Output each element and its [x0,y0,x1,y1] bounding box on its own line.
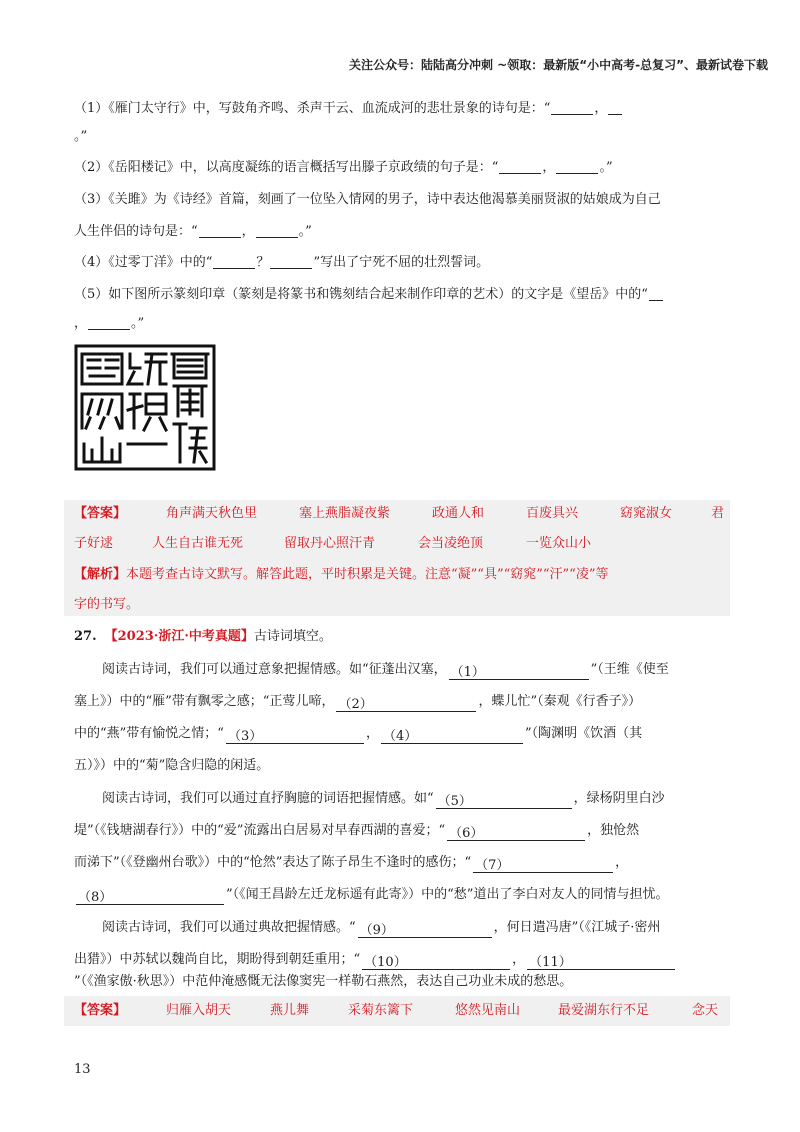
page-number: 13 [74,1062,91,1077]
blank[interactable] [270,254,312,269]
analysis-text: 字的书写。 [74,597,140,612]
answer-tag: 【答案】 [74,1003,127,1018]
blank[interactable] [556,159,598,174]
answer-item: 人生自古谁无死 [152,536,244,551]
answer-item: 采菊东篱下 [348,1003,414,1018]
q27-p1-line2: 塞上》）中的“雁”带有飘零之感；“正莺儿啼， （2） ，蝶儿忙”（秦观《行香子》） [74,694,642,712]
q26-line-4: （4）《过零丁洋》中的“ ？ ”写出了宁死不屈的壮烈誓词。 [74,255,490,270]
q27-p1-line3: 中的“燕”带有愉悦之情；“ （3） ， （4） ”（陶渊明《饮酒（其 [74,726,643,744]
blank[interactable] [649,286,663,301]
blank[interactable] [499,159,541,174]
question-source: 【2023·浙江·中考真题】 [104,629,254,644]
q27-p1-line1: 阅读古诗词，我们可以通过意象把握情感。如“征蓬出汉塞， （1） ”（王维《使至 [102,662,669,680]
analysis-text: 本题考查古诗文默写。解答此题，平时积累是关键。注意“凝”“具”“窈窕”“汗”“凌”等 [126,567,609,582]
fill-blank-5[interactable]: （5） [436,792,572,809]
q27-p2-line4: （8） ”（《闻王昌龄左迁龙标遥有此寄》）中的“愁”道出了李白对友人的同情与担忧。 [78,887,669,905]
fill-blank-10[interactable]: （10） [362,953,510,970]
fill-blank-8[interactable]: （8） [76,888,224,905]
blank[interactable] [199,223,241,238]
fill-blank-9[interactable]: （9） [358,921,492,938]
q26-line-3: （3）《关雎》为《诗经》首篇，刻画了一位坠入情网的男子，诗中表达他渴慕美丽贤淑的姑娘成为自己 [74,192,661,207]
q27-p2-line2: 堤”（《钱塘湖春行》）中的“爱”流露出白居易对早春西湖的喜爱；“ （6） ，独怆然 [74,823,640,841]
answer-item: 留取丹心照汗青 [284,536,376,551]
blank[interactable] [88,315,130,330]
answer-item: 归雁入胡天 [166,1003,232,1018]
q26-line-1-end: 。” [74,129,88,144]
fill-blank-7[interactable]: （7） [473,856,613,873]
answer-item: 会当凌绝顶 [418,536,484,551]
answer-item: 政通人和 [432,506,485,521]
answer-tag: 【答案】 [74,506,127,521]
blank[interactable] [213,254,255,269]
q27-p3-line3: ”（《渔家傲·秋思》）中范仲淹感慨无法像窦宪一样勒石燕然，表达自己功业未成的愁思。 [74,974,573,989]
question-number: 27. [74,629,97,644]
fill-blank-2[interactable]: （2） [336,695,476,712]
fill-blank-6[interactable]: （6） [447,824,585,841]
answer-item: 最爱湖东行不足 [558,1003,650,1018]
blank[interactable] [551,100,593,115]
answer-item: 悠然见南山 [455,1003,521,1018]
q27-p1-line4: 五）》）中的“菊”隐含归隐的闲适。 [74,758,270,773]
blank[interactable] [608,100,622,115]
question-instruction: 古诗词填空。 [253,629,332,644]
q26-line-2: （2）《岳阳楼记》中，以高度凝练的语言概括写出滕子京政绩的句子是：“ ， 。” [74,160,613,175]
q26-line-5b: ， 。” [74,316,145,331]
q27-p3-line2: 出猎》）中苏轼以魏尚自比，期盼得到朝廷重用；“ （10） ， （11） [74,950,677,970]
q26-line-5: （5）如下图所示篆刻印章（篆刻是将篆书和镌刻结合起来制作印章的艺术）的文字是《望岳》中的“ [74,285,664,305]
q27-title [74,627,332,647]
fill-blank-3[interactable]: （3） [226,727,364,744]
answer-item: 塞上燕脂凝夜紫 [299,506,391,521]
answer-item: 百废具兴 [526,506,579,521]
answer-item: 一览众山小 [526,536,592,551]
q27-p3-line1: 阅读古诗词，我们可以通过典故把握情感。“ （9） ，何日遣冯唐”（《江城子·密州 [102,920,661,938]
blank[interactable] [256,223,298,238]
answer-item: 窈窕淑女 [620,506,673,521]
analysis-tag: 【解析】 [74,567,127,582]
seal-stamp-image [74,344,216,471]
answer-item: 子好逑 [74,536,114,551]
fill-blank-4[interactable]: （4） [381,727,523,744]
q27-p2-line3: 而涕下”（《登幽州台歌》）中的“怆然”表达了陈子昂生不逢时的感伤；“ （7） ， [74,855,629,873]
fill-blank-1[interactable]: （1） [449,663,589,680]
q26-line-1: （1）《雁门太守行》中，写鼓角齐鸣、杀声干云、血流成河的悲壮景象的诗句是：“ ， [74,99,623,119]
q27-p2-line1: 阅读古诗词，我们可以通过直抒胸臆的词语把握情感。如“ （5） ，绿杨阴里白沙 [102,791,665,809]
fill-blank-11[interactable]: （11） [527,953,675,970]
page-header: 关注公众号：陆陆高分冲刺 ~领取：最新版“小中高考-总复习”、最新试卷下载 [349,58,768,72]
answer-item: 念天 [692,1003,719,1018]
analysis-line [74,565,608,585]
answer-item: 燕儿舞 [270,1003,310,1018]
answer-item: 君 [711,506,725,521]
answer-item: 角声满天秋色里 [166,506,258,521]
q26-line-3b: 人生伴侣的诗句是：“ ， 。” [74,224,312,239]
